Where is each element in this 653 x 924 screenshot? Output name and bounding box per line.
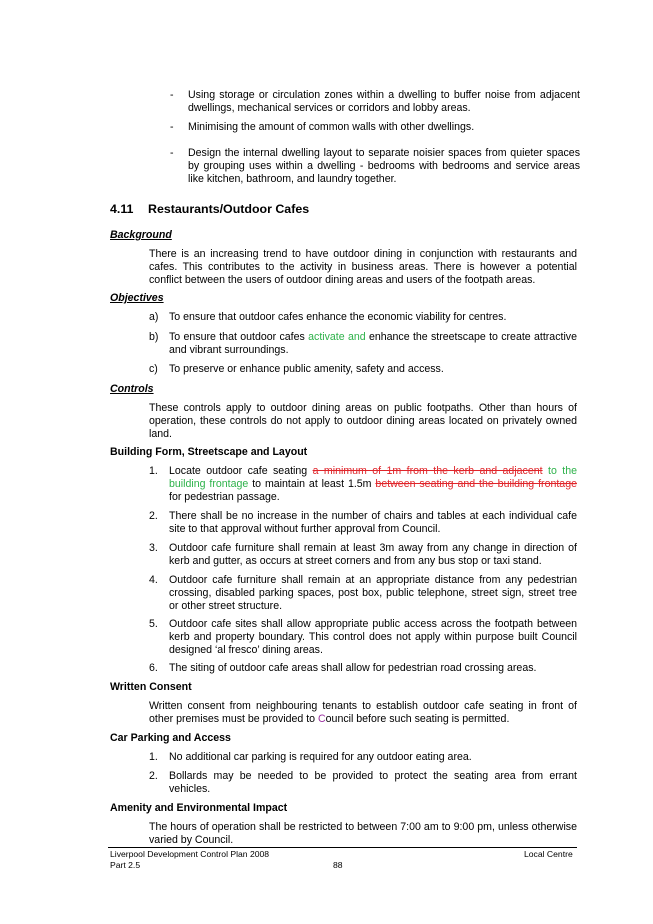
background-heading: Background <box>110 229 172 241</box>
controls-paragraph: These controls apply to outdoor dining areas on public footpaths. Other than hours of operation, these controls do not apply to outdoor dining areas located on privately owned land. <box>149 402 577 440</box>
control-label: 6. <box>149 662 158 674</box>
paragraph-part: ouncil before such seating is permitted. <box>325 713 510 725</box>
control-label: 1. <box>149 465 158 477</box>
page-number: 88 <box>333 860 343 870</box>
changed-text: C <box>318 713 326 725</box>
section-title <box>110 203 309 216</box>
paragraph-part: Written consent from neighbouring tenants to establish outdoor cafe seating in front of other premises must be provided to <box>149 700 577 725</box>
footer-chapter: Local Centre <box>524 849 573 859</box>
deleted-text: a minimum of 1m from the kerb and adjacent <box>312 465 543 477</box>
control-text: Outdoor cafe furniture shall remain at an appropriate distance from any pedestrian crossing, disabled parking spaces, post box, public telephone, street sign, street tree or other street structure. <box>169 574 577 612</box>
objective-label: c) <box>149 363 158 375</box>
control-label: 3. <box>149 542 158 554</box>
control-text: Bollards may be needed to be provided to protect the seating area from errant vehicles. <box>169 770 577 795</box>
building-form-heading: Building Form, Streetscape and Layout <box>110 446 308 458</box>
objectives-heading: Objectives <box>110 292 164 304</box>
bullet-marker: - <box>170 89 174 101</box>
written-consent-heading: Written Consent <box>110 681 192 693</box>
controls-heading: Controls <box>110 383 154 395</box>
control-text-part: to maintain at least 1.5m <box>248 478 376 490</box>
control-text-part: Locate outdoor cafe seating <box>169 465 313 477</box>
objective-label: b) <box>149 331 159 343</box>
control-label: 5. <box>149 618 158 630</box>
car-parking-heading: Car Parking and Access <box>110 732 231 744</box>
control-text: Outdoor cafe sites shall allow appropriate public access across the footpath between kerb and property boundary. This control does not apply within purpose built Council designed ‘al fresco’ dining areas. <box>169 618 577 656</box>
control-label: 1. <box>149 751 158 763</box>
objective-text-part: enhance the streetscape to create attractive and vibrant surroundings. <box>169 331 577 356</box>
control-label: 2. <box>149 770 158 782</box>
control-text: No additional car parking is required for any outdoor eating area. <box>169 751 472 763</box>
objective-text <box>169 331 577 357</box>
bullet-marker: - <box>170 121 174 133</box>
control-label: 2. <box>149 510 158 522</box>
inserted-text: activate and <box>308 331 366 343</box>
objective-text: To preserve or enhance public amenity, safety and access. <box>169 363 444 375</box>
deleted-text: between seating and the building frontage <box>375 478 577 490</box>
objective-text: To ensure that outdoor cafes enhance the economic viability for centres. <box>169 311 507 323</box>
control-text: The siting of outdoor cafe areas shall allow for pedestrian road crossing areas. <box>169 662 537 674</box>
footer-doc-title: Liverpool Development Control Plan 2008 <box>110 849 270 859</box>
control-label: 4. <box>149 574 158 586</box>
amenity-heading: Amenity and Environmental Impact <box>110 802 288 814</box>
section-title-text: Restaurants/Outdoor Cafes <box>148 202 310 216</box>
control-text <box>169 465 577 504</box>
section-number: 4.11 <box>110 202 134 216</box>
written-consent-paragraph <box>149 700 577 726</box>
amenity-paragraph: The hours of operation shall be restricted to between 7:00 am to 9:00 pm, unless otherwise varied by Council. <box>149 821 577 846</box>
bullet-marker: - <box>170 147 174 159</box>
control-text-part: for pedestrian passage. <box>169 491 280 503</box>
control-text: Outdoor cafe furniture shall remain at least 3m away from any change in direction of kerb and gutter, as occurs at street corners and from any bus stop or taxi stand. <box>169 542 577 567</box>
objective-label: a) <box>149 311 159 323</box>
bullet-text: Minimising the amount of common walls with other dwellings. <box>188 121 475 133</box>
control-text: There shall be no increase in the number of chairs and tables at each individual cafe site to that approval without further approval from Council. <box>169 510 577 535</box>
bullet-text: Using storage or circulation zones within a dwelling to buffer noise from adjacent dwellings, mechanical services or corridors and lobby areas. <box>188 89 580 114</box>
footer-rule <box>108 847 577 848</box>
background-paragraph: There is an increasing trend to have outdoor dining in conjunction with restaurants and cafes. This contributes to the activity in business areas. There is however a potential conflict between the users of outdoor dining areas and users of the footpath areas. <box>149 248 577 286</box>
footer-part: Part 2.5 <box>110 860 141 870</box>
bullet-text: Design the internal dwelling layout to separate noisier spaces from quieter spaces by grouping uses within a dwelling - bedrooms with bedrooms and service areas like kitchen, bathroom, and laundry together. <box>188 147 580 185</box>
objective-text-part: To ensure that outdoor cafes <box>169 331 309 343</box>
inserted-text: to the building frontage <box>169 465 577 490</box>
